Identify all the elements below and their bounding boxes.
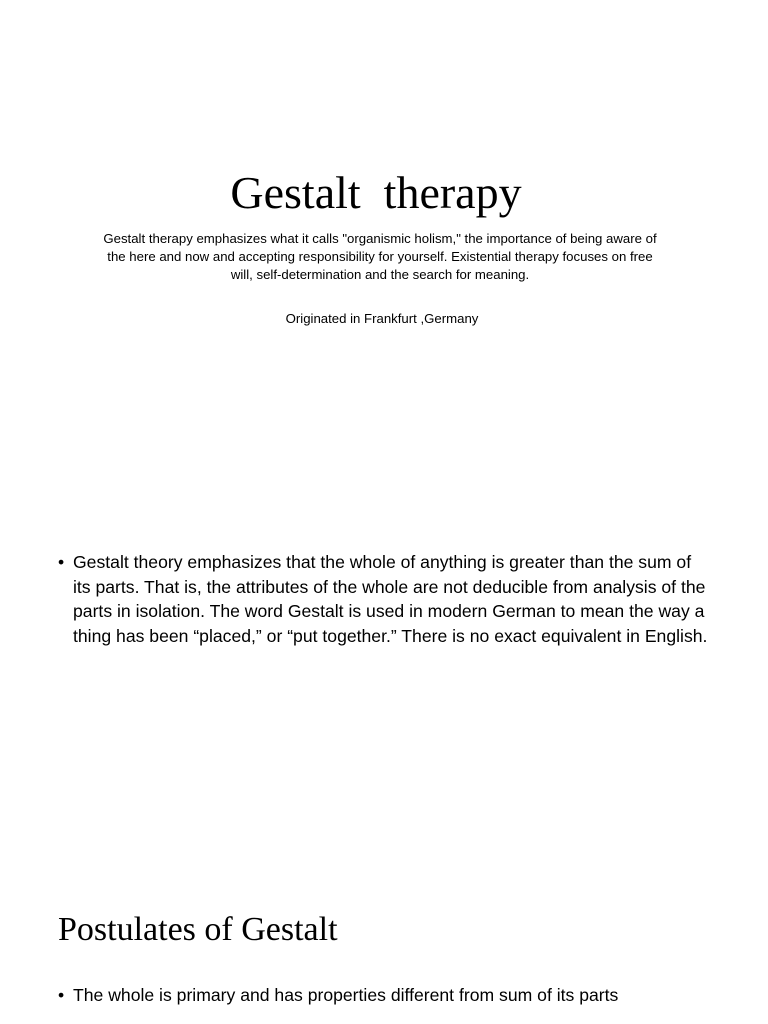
- origin-text: Originated in Frankfurt ,Germany: [285, 311, 479, 326]
- bullet-item: [58, 983, 698, 1008]
- slide-postulates: [0, 872, 768, 1024]
- slide-title: Postulates of Gestalt: [58, 911, 338, 948]
- bullet-dot-icon: •: [58, 985, 65, 1005]
- slide-gestalt-theory: [0, 512, 768, 872]
- slide-title: Gestalt therapy: [230, 167, 522, 218]
- bullet-item: [58, 550, 708, 648]
- bullet-text: Gestalt theory emphasizes that the whole of anything is greater than the sum of its parts. That is, the attributes of the whole are not deducible from analysis of the parts in isolation. The word Gestalt is used in modern German to mean the way a thing has been “placed,” or “put together.” There is no exact equivalent in English.: [73, 552, 708, 646]
- slide-subtitle: Gestalt therapy emphasizes what it calls "organismic holism," the importance of being aware of the here and now and accepting responsibility for yourself. Existential therapy focuses on free will, self-determination and the search for meaning.: [103, 231, 657, 282]
- bullet-text: The whole is primary and has properties different from sum of its parts: [73, 985, 619, 1005]
- bullet-dot-icon: •: [58, 552, 65, 572]
